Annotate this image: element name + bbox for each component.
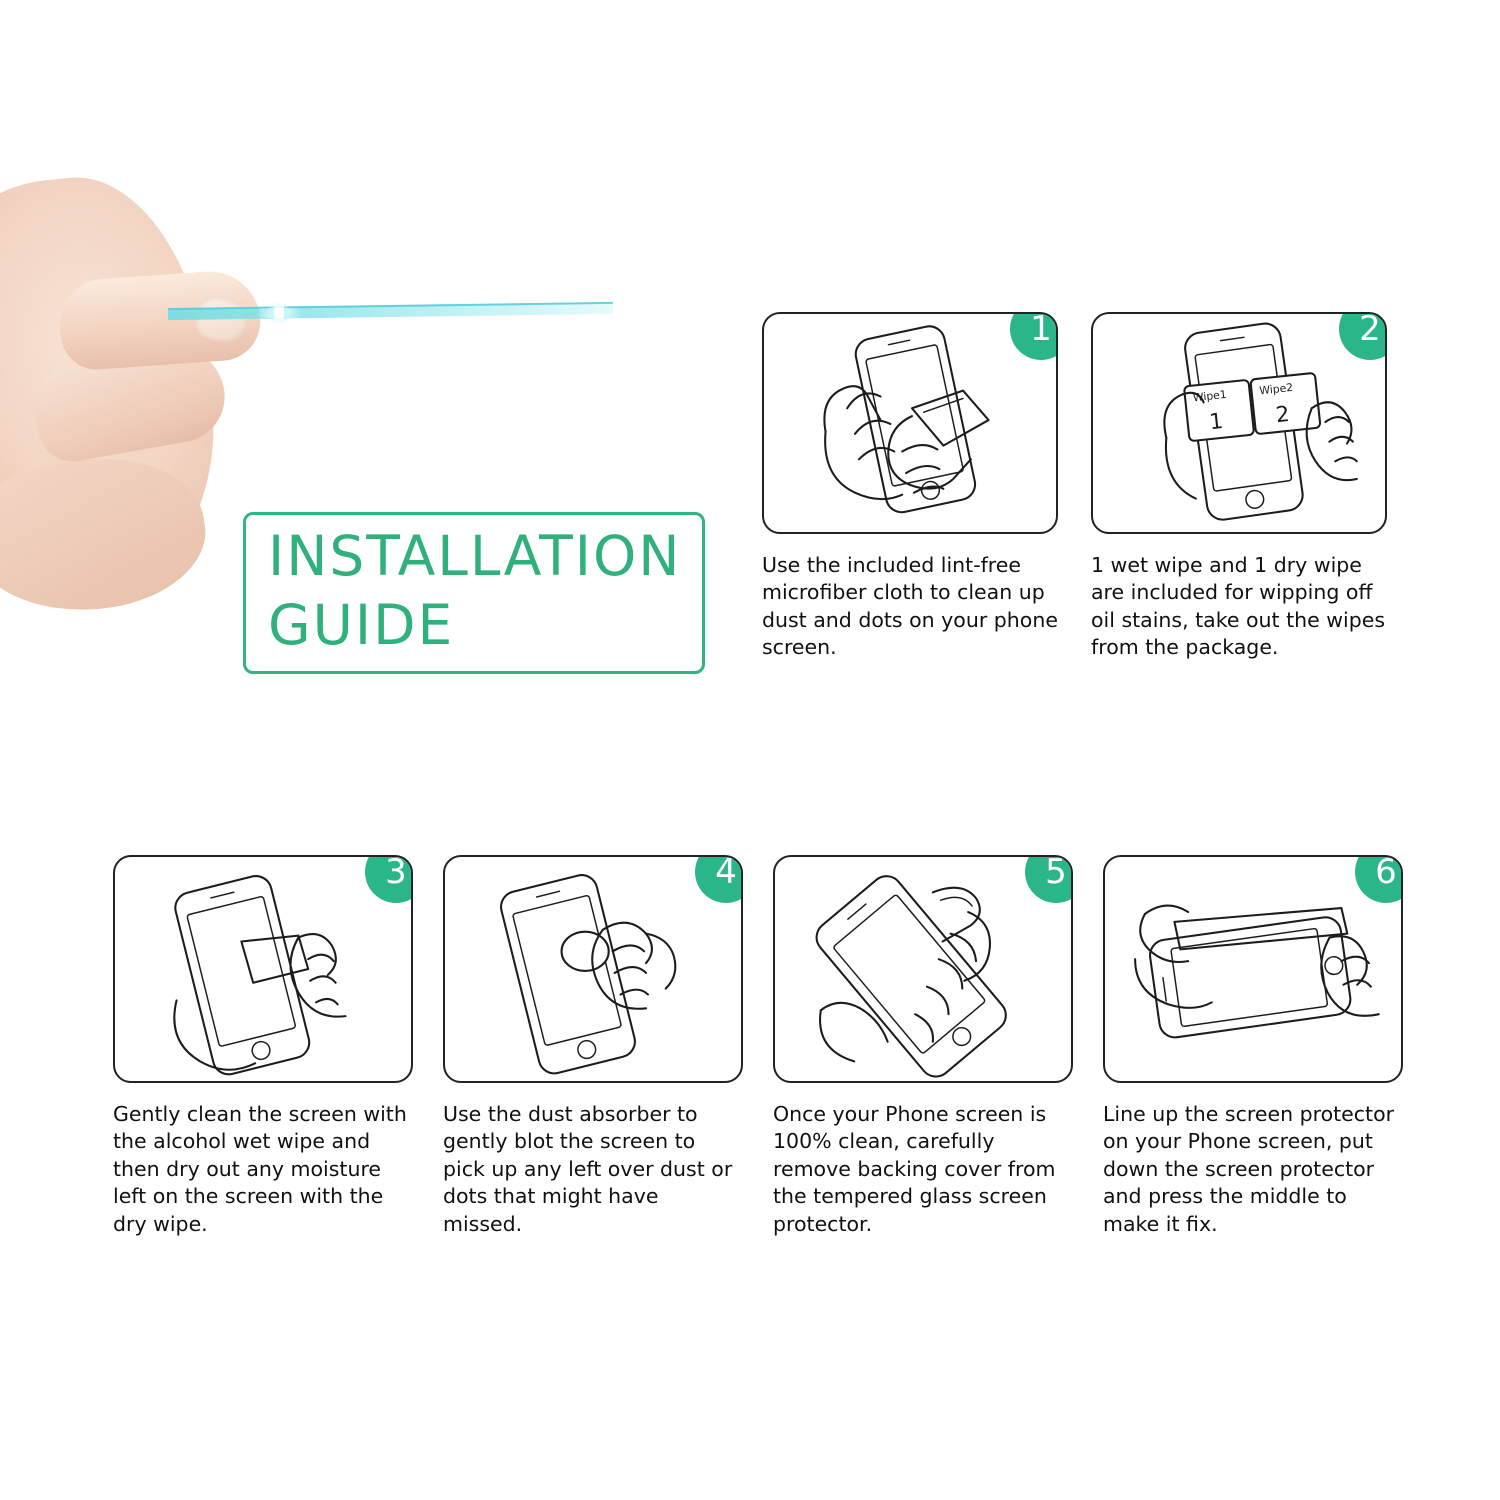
step-3-badge: 3: [365, 855, 413, 903]
svg-text:1: 1: [1208, 408, 1225, 436]
svg-text:Wipe2: Wipe2: [1258, 380, 1294, 398]
step-5-badge: 5: [1025, 855, 1073, 903]
step-1-caption: Use the included lint-free microfiber cloth to clean up dust and dots on your phone screen.: [762, 553, 1058, 660]
step-2-badge: 2: [1339, 312, 1387, 360]
step-1: [762, 312, 1058, 662]
phone-with-wet-and-dry-wipes-icon: [1093, 314, 1385, 532]
step-4-badge: 4: [695, 855, 743, 903]
svg-text:Wipe1: Wipe1: [1192, 387, 1228, 405]
step-6-illustration-frame: [1103, 855, 1403, 1083]
step-1-badge: 1: [1010, 312, 1058, 360]
step-2-caption: 1 wet wipe and 1 dry wipe are included for wipping off oil stains, take out the wipes from the package.: [1091, 553, 1386, 660]
page-title-line-1: INSTALLATION: [268, 524, 682, 588]
peeling-backing-cover-icon: [775, 857, 1071, 1081]
step-3-illustration-frame: [113, 855, 413, 1083]
step-3: [113, 855, 413, 1238]
step-4-illustration-frame: [443, 855, 743, 1083]
step-6: [1103, 855, 1403, 1238]
step-4-caption: Use the dust absorber to gently blot the screen to pick up any left over dust or dots that might have missed.: [443, 1102, 733, 1236]
phone-with-microfiber-cloth-icon: [764, 314, 1056, 532]
step-6-badge: 6: [1355, 855, 1403, 903]
step-2-illustration-frame: [1091, 312, 1387, 534]
phone-with-dust-absorber-sticker-icon: [445, 857, 741, 1081]
sparkle-icon: [248, 282, 310, 344]
step-1-illustration-frame: [762, 312, 1058, 534]
step-5: [773, 855, 1073, 1238]
step-3-caption: Gently clean the screen with the alcohol wet wipe and then dry out any moisture left on the screen with the dry wipe.: [113, 1102, 407, 1236]
steps-row-top: [762, 312, 1402, 662]
step-5-caption: Once your Phone screen is 100% clean, carefully remove backing cover from the tempered glass screen protector.: [773, 1102, 1056, 1236]
page-title-line-2: GUIDE: [268, 593, 455, 657]
step-6-caption: Line up the screen protector on your Phone screen, put down the screen protector and press the middle to make it fix.: [1103, 1102, 1395, 1236]
steps-row-bottom: [113, 855, 1403, 1238]
step-5-illustration-frame: [773, 855, 1073, 1083]
phone-with-alcohol-wet-wipe-icon: [115, 857, 411, 1081]
page-title: [243, 512, 705, 674]
svg-text:2: 2: [1274, 401, 1291, 429]
aligning-screen-protector-icon: [1105, 857, 1401, 1081]
step-2: [1091, 312, 1387, 662]
step-4: [443, 855, 743, 1238]
